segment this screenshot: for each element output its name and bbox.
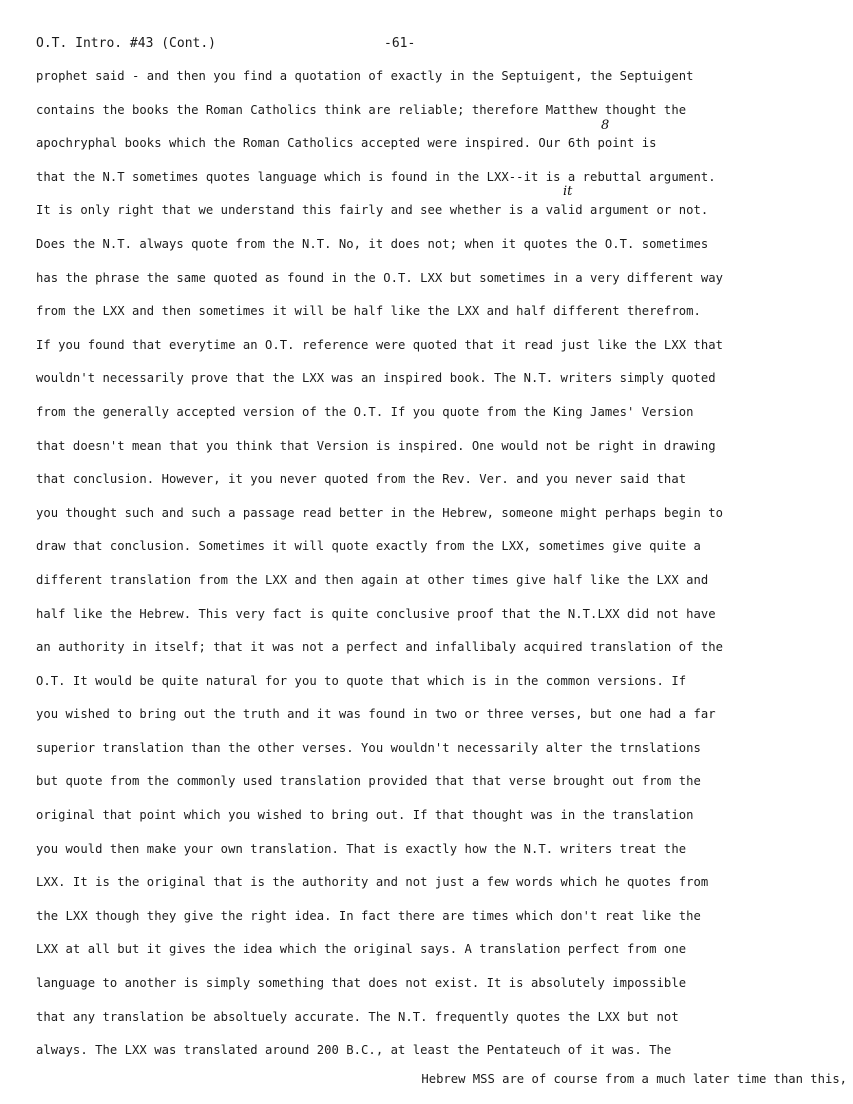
text-line: half like the Hebrew. This very fact is quite conclusive proof that the N.T.LXX did not have [36,606,716,621]
text-line: If you found that everytime an O.T. reference were quoted that it read just like the LXX that [36,337,724,352]
text-line: contains the books the Roman Catholics think are reliable; therefore Matthew thought the [36,102,687,117]
text-line: draw that conclusion. Sometimes it will quote exactly from the LXX, sometimes give quite a [36,539,701,554]
text-line: you wished to bring out the truth and it was found in two or three verses, but one had a far [36,707,716,722]
text-line: LXX. It is the original that is the authority and not just a few words which he quotes from [36,875,709,890]
text-line: from the generally accepted version of the O.T. If you quote from the King James' Version [36,404,694,419]
text-line: LXX at all but it gives the idea which the original says. A translation perfect from one [36,942,687,957]
document-header: O.T. Intro. #43 (Cont.) [36,36,217,51]
text-line: always. The LXX was translated around 200 B.C., at least the Pentateuch of it was. The [36,1043,672,1058]
page-number: -61- [384,36,416,51]
handwritten-mark: it [563,184,573,199]
body-text [36,66,836,1074]
handwritten-mark: 8 [601,118,610,133]
text-line: that conclusion. However, it you never quoted from the Rev. Ver. and you never said that [36,472,687,487]
text-line: It is only right that we understand this fairly and see whether is a valid argument or not. [36,203,709,218]
text-line: from the LXX and then sometimes it will be half like the LXX and half different therefrom. [36,304,701,319]
text-line: wouldn't necessarily prove that the LXX was an inspired book. The N.T. writers simply quoted [36,371,716,386]
text-line: prophet said - and then you find a quotation of exactly in the Septuigent, the Septuigent [36,69,694,83]
text-line: you thought such and such a passage read better in the Hebrew, someone might perhaps begin to [36,505,724,520]
text-line: but quote from the commonly used translation provided that that verse brought out from the [36,774,701,789]
text-line: superior translation than the other verses. You wouldn't necessarily alter the trnslations [36,740,701,755]
text-line: apochryphal books which the Roman Catholics accepted were inspired. Our 6th point is [36,136,657,151]
text-line: the LXX though they give the right idea. In fact there are times which don't reat like the [36,908,701,923]
text-line: that the N.T sometimes quotes language which is found in the LXX--it is a rebuttal argument. [36,169,716,184]
text-line: that any translation be absoltuely accurate. The N.T. frequently quotes the LXX but not [36,1009,679,1024]
text-line: an authority in itself; that it was not a perfect and infallibaly acquired translation of the [36,640,724,655]
text-line: you would then make your own translation. That is exactly how the N.T. writers treat the [36,841,687,856]
text-line: O.T. It would be quite natural for you to quote that which is in the common versions. If [36,673,687,688]
text-line: different translation from the LXX and then again at other times give half like the LXX and [36,572,709,587]
text-line-continuation: Hebrew MSS are of course from a much later time than this, [421,1072,847,1086]
text-line: that doesn't mean that you think that Version is inspired. One would not be right in drawing [36,438,716,453]
text-line: original that point which you wished to bring out. If that thought was in the translation [36,808,694,823]
text-line: language to another is simply something that does not exist. It is absolutely impossible [36,976,687,991]
text-line: Does the N.T. always quote from the N.T. No, it does not; when it quotes the O.T. sometimes [36,236,709,251]
text-line: has the phrase the same quoted as found in the O.T. LXX but sometimes in a very different way [36,270,724,285]
